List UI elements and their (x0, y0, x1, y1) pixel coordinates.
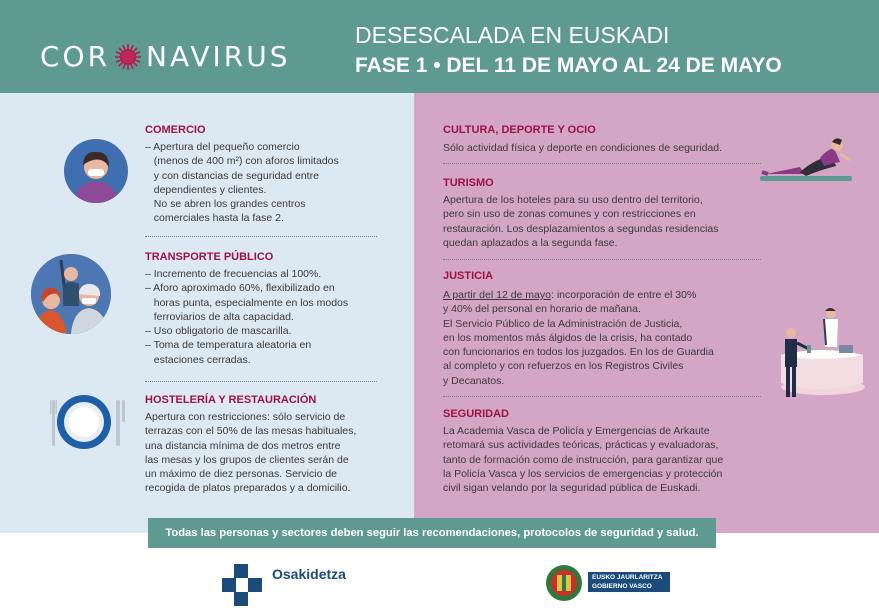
transporte-title: TRANSPORTE PÚBLICO (145, 251, 274, 263)
comercio-text (145, 140, 339, 226)
text-line: restauración. Los desplazamientos a segundas residencias (443, 222, 719, 235)
gv-line-1: EUSKO JAURLARITZA (592, 574, 663, 581)
text-line: al completo y con refuerzos en los Registros Civiles (443, 360, 684, 373)
gobierno-vasco-seal (545, 563, 583, 603)
text-line: – Toma de temperatura aleatoria en (145, 339, 312, 352)
text-line: – Aforo aproximado 60%, flexibilizado en (145, 282, 335, 295)
text-line: (menos de 400 m²) con aforos limitados (145, 155, 339, 168)
justicia-text (443, 288, 714, 388)
divider (145, 381, 377, 382)
text-line: – Incremento de frecuencias al 100%. (145, 268, 322, 280)
counter-illustration (773, 305, 865, 400)
exercise-illustration (760, 134, 855, 184)
text-line: tanto de formación como de instrucción, para garantizar que (443, 453, 724, 466)
turismo-title: TURISMO (443, 177, 494, 189)
text-line: No se abren los grandes centros (145, 198, 306, 211)
gv-line-2: GOBIERNO VASCO (592, 583, 652, 590)
text-line: Apertura de los hoteles para su uso dentro del territorio, (443, 194, 703, 206)
text-line: una distancia mínima de dos metros entre (145, 439, 341, 452)
text-line: las mesas y los grupos de clientes serán de (145, 453, 349, 466)
page-subtitle: FASE 1 • DEL 11 DE MAYO AL 24 DE MAYO (355, 54, 782, 77)
turismo-text (443, 193, 719, 250)
text-line: quedan aplazados a la segunda fase. (443, 236, 618, 249)
footer (0, 548, 879, 608)
seguridad-text (443, 424, 723, 495)
page-title: DESESCALADA EN EUSKADI (355, 22, 670, 48)
text-line: recogida de platos preparados y a domicilio. (145, 482, 351, 495)
header-bar (0, 0, 879, 93)
divider (443, 396, 761, 397)
transporte-text (145, 267, 348, 367)
text-line: y 40% del personal en horario de mañana. (443, 303, 641, 316)
hosteleria-title: HOSTELERÍA Y RESTAURACIÓN (145, 394, 317, 406)
gobierno-vasco-label (588, 572, 670, 592)
logo-text-left: COR (40, 40, 111, 73)
text-line: en los momentos más álgidos de la crisis, ha contado (443, 331, 693, 344)
text-line: terrazas con el 50% de las mesas habituales, (145, 425, 357, 438)
plate-illustration (48, 394, 128, 454)
text-line: y con distancias de seguridad entre (145, 169, 319, 182)
comercio-title: COMERCIO (145, 124, 206, 136)
text-line: pero sin uso de zonas comunes y con restricciones en (443, 208, 696, 221)
cultura-text (443, 141, 722, 155)
text-line: – Apertura del pequeño comercio (145, 141, 300, 153)
text-line: horas punta, especialmente en los modos (145, 296, 349, 309)
justicia-date: A partir del 12 de mayo (443, 289, 551, 301)
commuters-illustration (31, 254, 111, 334)
text-line: Sólo actividad física y deporte en condiciones de seguridad. (443, 142, 723, 154)
virus-icon (114, 43, 142, 71)
divider (145, 236, 377, 237)
text-line: La Academia Vasca de Policía y Emergencias de Arkaute (443, 425, 710, 437)
text-line: y Decanatos. (443, 374, 505, 387)
text-line: Apertura con restricciones: sólo servicio de (145, 411, 346, 423)
text-line: un máximo de diez personas. Servicio de (145, 468, 338, 481)
text-line: civil sigan velando por la seguridad pública de Euskadi. (443, 482, 701, 495)
text-line: con funcionarios en todos los juzgados. En los de Guardia (443, 346, 714, 359)
text-line: – Uso obligatorio de mascarilla. (145, 325, 292, 338)
text-line: estaciones cerradas. (145, 353, 251, 366)
text-line: El Servicio Público de la Administración de Justicia, (443, 317, 683, 330)
cultura-title: CULTURA, DEPORTE Y OCIO (443, 124, 596, 136)
recommendation-banner: Todas las personas y sectores deben seguir las recomendaciones, protocolos de seguridad y salud. (148, 518, 716, 548)
text-line: comerciales hasta la fase 2. (145, 212, 284, 225)
logo-text-right: NAVIRUS (146, 40, 291, 73)
justicia-title: JUSTICIA (443, 270, 494, 282)
hosteleria-text (145, 410, 356, 496)
divider (443, 259, 761, 260)
text-line: ferroviarios de alta capacidad. (145, 310, 294, 323)
osakidetza-logo (222, 564, 268, 608)
shopper-illustration (64, 139, 128, 203)
seguridad-title: SEGURIDAD (443, 408, 510, 420)
text-line (443, 288, 714, 302)
divider (443, 163, 761, 164)
text-line: dependientes y clientes. (145, 183, 267, 196)
justicia-first-line: : incorporación de entre el 30% (550, 289, 697, 301)
text-line: la Policía Vasca y los servicios de emergencias y protección (443, 467, 723, 480)
osakidetza-name: Osakidetza (272, 566, 346, 582)
coronavirus-logo (40, 40, 291, 73)
text-line: retomará sus actividades teóricas, prácticas y evaluadoras, (443, 439, 719, 452)
